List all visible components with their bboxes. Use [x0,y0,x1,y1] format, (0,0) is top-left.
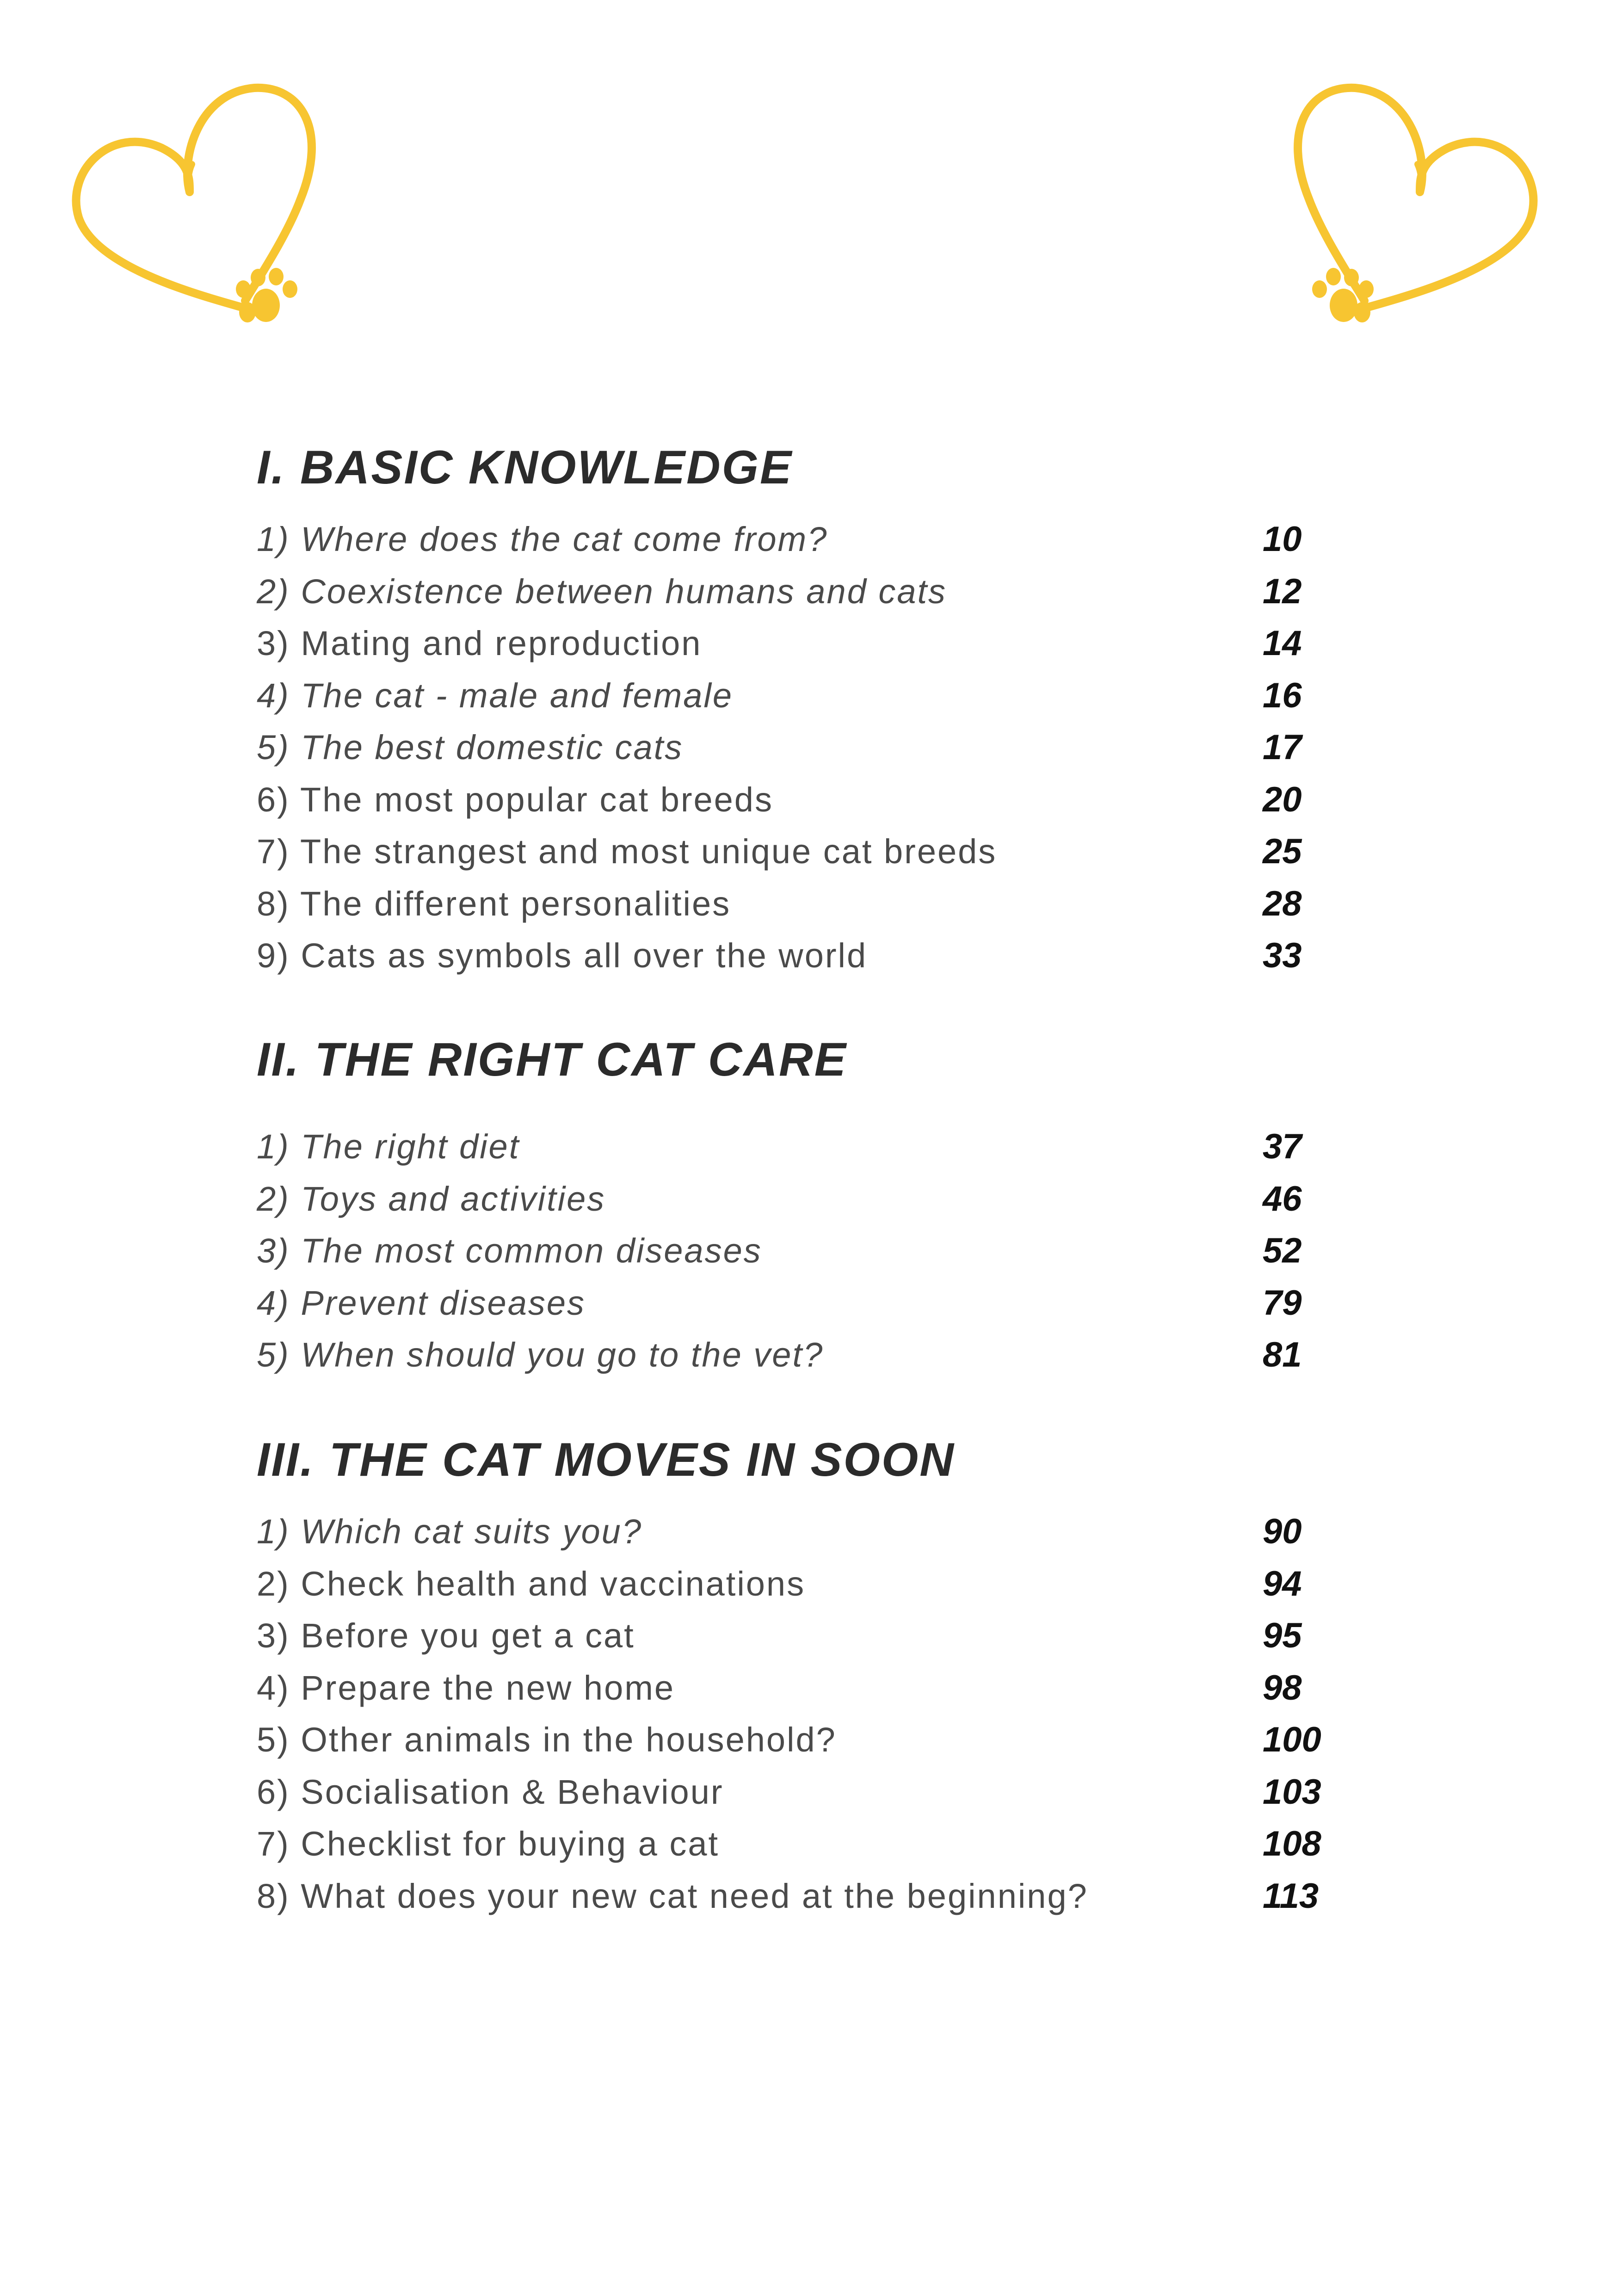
toc-entry [257,1329,1367,1381]
toc-section-basic-knowledge [257,437,1367,982]
toc-entry [257,1818,1367,1870]
section-title: I. BASIC KNOWLEDGE [257,441,793,494]
toc-entry [257,826,1367,878]
toc-page-number: 46 [1263,1179,1302,1219]
toc-entry [257,722,1367,774]
toc-entry [257,618,1367,670]
toc-entry-title: 2) Toys and activities [257,1179,606,1218]
toc-list [257,1506,1367,1922]
toc-entry [257,1870,1367,1923]
toc-page-number: 33 [1263,936,1302,975]
section-title: III. THE CAT MOVES IN SOON [257,1433,955,1486]
toc-entry-title: 1) Which cat suits you? [257,1512,642,1551]
toc-page-number: 16 [1263,675,1302,715]
toc-entry-title: 5) When should you go to the vet? [257,1336,824,1374]
toc-section-right-cat-care [257,1029,1367,1381]
toc-entry-title: 2) Coexistence between humans and cats [257,572,947,611]
toc-page-number: 108 [1263,1824,1321,1863]
heart-paw-icon [69,79,347,338]
toc-entry-title: 5) The best domestic cats [257,728,684,767]
toc-entry-title: 4) Prepare the new home [257,1668,675,1707]
toc-entry [257,1506,1367,1558]
toc-entry [257,1173,1367,1225]
toc-entry [257,878,1367,930]
toc-entry [257,1610,1367,1662]
toc-page-number: 113 [1263,1876,1319,1916]
toc-entry [257,1662,1367,1714]
toc-page-number: 14 [1263,624,1302,663]
toc-entry [257,1558,1367,1610]
toc-entry-title: 6) Socialisation & Behaviour [257,1772,724,1811]
toc-entry [257,930,1367,982]
toc-entry-title: 5) Other animals in the household? [257,1720,837,1759]
toc-entry [257,566,1367,618]
toc-page-number: 90 [1263,1512,1302,1551]
toc-entry-title: 9) Cats as symbols all over the world [257,936,868,975]
toc-page-number: 10 [1263,520,1302,559]
toc-entry [257,1277,1367,1330]
toc-entry-title: 1) Where does the cat come from? [257,520,828,558]
toc-page-number: 52 [1263,1231,1302,1270]
toc-page-number: 81 [1263,1335,1302,1374]
toc-page-number: 103 [1263,1772,1321,1812]
toc-entry [257,774,1367,826]
toc-entry-title: 3) Mating and reproduction [257,624,702,662]
toc-entry-title: 4) Prevent diseases [257,1283,586,1322]
toc-page-number: 37 [1263,1127,1302,1166]
section-title: II. THE RIGHT CAT CARE [257,1033,847,1086]
toc-page-number: 94 [1263,1564,1302,1603]
toc-entry-title: 8) What does your new cat need at the beginning? [257,1876,1088,1915]
toc-entry-title: 1) The right diet [257,1127,520,1166]
toc-page-number: 100 [1263,1720,1321,1759]
toc-entry-title: 7) Checklist for buying a cat [257,1825,720,1863]
paw-print-icon [236,268,297,322]
toc-entry-title: 3) The most common diseases [257,1232,762,1270]
toc-entry [257,1225,1367,1277]
toc-page-number: 95 [1263,1616,1302,1655]
toc-section-cat-moves-in [257,1430,1367,1922]
toc-entry [257,1121,1367,1173]
paw-print-icon [1312,268,1374,322]
toc-entry-title: 8) The different personalities [257,884,731,923]
toc-entry-title: 3) Before you get a cat [257,1616,635,1655]
toc-page-number: 12 [1263,571,1302,611]
toc-page-number: 20 [1263,780,1302,819]
toc-list [257,514,1367,982]
toc-entry-title: 2) Check health and vaccinations [257,1564,806,1603]
toc-page-number: 25 [1263,832,1302,871]
toc-entry [257,1766,1367,1819]
toc-entry-title: 6) The most popular cat breeds [257,780,773,819]
toc-page-number: 79 [1263,1283,1302,1323]
toc-entry [257,514,1367,566]
toc-entry [257,670,1367,722]
toc-entry [257,1714,1367,1766]
toc-page-number: 98 [1263,1668,1302,1708]
toc-list [257,1121,1367,1381]
toc-page-number: 28 [1263,884,1302,923]
heart-paw-icon [1263,79,1540,338]
toc-entry-title: 4) The cat - male and female [257,676,733,715]
toc-entry-title: 7) The strangest and most unique cat breeds [257,832,997,871]
toc-page-number: 17 [1263,728,1302,767]
